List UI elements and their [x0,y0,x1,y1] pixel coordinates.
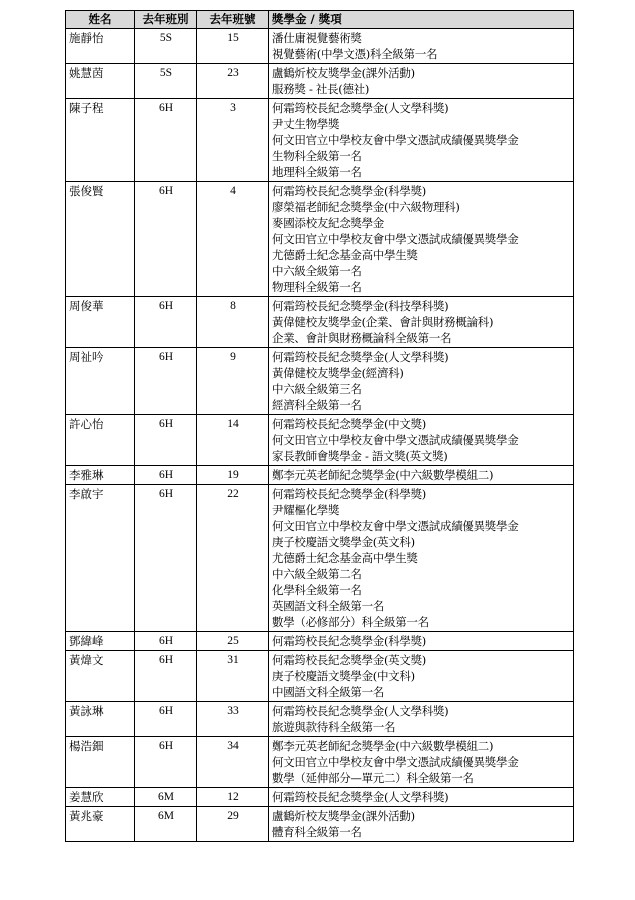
award-list [269,348,574,415]
table-row [66,485,574,632]
award-item: 何文田官立中學校友會中學文憑試成績優異獎學金 [272,232,519,246]
table-body [66,29,574,842]
award-item: 尤德爵士紀念基金高中學生獎 [272,551,418,565]
last-year-class-number: 4 [197,182,269,297]
award-item: 旅遊與款待科全級第一名 [272,720,396,734]
student-name: 施靜怡 [66,29,135,64]
award-item: 地理科全級第一名 [272,165,362,179]
last-year-class: 6H [135,182,197,297]
award-list [269,632,574,651]
student-name: 李雅琳 [66,466,135,485]
award-item: 何文田官立中學校友會中學文憑試成績優異獎學金 [272,519,519,533]
award-list [269,99,574,182]
award-item: 盧鶴炘校友獎學金(課外活動) [272,66,415,80]
award-item: 中國語文科全級第一名 [272,685,384,699]
header-awards: 獎學金 / 獎項 [269,11,574,29]
last-year-class-number: 8 [197,297,269,348]
award-item: 鄭李元英老師紀念獎學金(中六級數學模組二) [272,739,494,753]
award-item: 黃偉健校友獎學金(企業、會計與財務概論科) [272,315,494,329]
award-item: 黃偉健校友獎學金(經濟科) [272,366,404,380]
award-item: 何霜筠校長紀念獎學金(科學獎) [272,487,426,501]
table-row [66,182,574,297]
award-item: 何文田官立中學校友會中學文憑試成績優異獎學金 [272,133,519,147]
award-item: 何霜筠校長紀念獎學金(科學獎) [272,634,426,648]
award-item: 庚子校慶語文獎學金(中文科) [272,669,415,683]
last-year-class-number: 19 [197,466,269,485]
award-item: 物理科全級第一名 [272,280,362,294]
table-row [66,632,574,651]
award-item: 尹耀樞化學獎 [272,503,340,517]
award-item: 盧鶴炘校友獎學金(課外活動) [272,809,415,823]
last-year-class-number: 3 [197,99,269,182]
award-item: 麥國添校友紀念獎學金 [272,216,384,230]
table-row [66,788,574,807]
award-list [269,182,574,297]
last-year-class: 6H [135,651,197,702]
award-list [269,466,574,485]
award-item: 尤德爵士紀念基金高中學生獎 [272,248,418,262]
last-year-class-number: 15 [197,29,269,64]
table-row [66,466,574,485]
student-name: 黃兆豪 [66,807,135,842]
table-row [66,651,574,702]
last-year-class-number: 34 [197,737,269,788]
last-year-class: 6M [135,788,197,807]
student-name: 陳子程 [66,99,135,182]
table-row [66,807,574,842]
table-row [66,64,574,99]
award-item: 何霜筠校長紀念獎學金(英文獎) [272,653,426,667]
last-year-class-number: 25 [197,632,269,651]
award-list [269,297,574,348]
last-year-class: 6H [135,348,197,415]
award-list [269,807,574,842]
award-item: 生物科全級第一名 [272,149,362,163]
award-item: 尹丈生物學獎 [272,117,340,131]
last-year-class-number: 29 [197,807,269,842]
award-list [269,788,574,807]
student-name: 姜慧欣 [66,788,135,807]
last-year-class-number: 22 [197,485,269,632]
award-item: 潘仕庸視覺藝術獎 [272,31,362,45]
award-list [269,64,574,99]
award-list [269,485,574,632]
last-year-class-number: 9 [197,348,269,415]
student-name: 許心怡 [66,415,135,466]
award-item: 英國語文科全級第一名 [272,599,384,613]
student-name: 黃詠琳 [66,702,135,737]
award-item: 鄭李元英老師紀念獎學金(中六級數學模組二) [272,468,494,482]
award-list [269,737,574,788]
awards-table [65,10,574,842]
last-year-class: 6H [135,466,197,485]
award-item: 化學科全級第一名 [272,583,362,597]
last-year-class: 6H [135,702,197,737]
award-item: 何霜筠校長紀念獎學金(人文學科獎) [272,704,449,718]
student-name: 張俊賢 [66,182,135,297]
student-name: 鄧緯峰 [66,632,135,651]
table-row [66,737,574,788]
award-item: 何霜筠校長紀念獎學金(人文學科獎) [272,101,449,115]
table-row [66,99,574,182]
last-year-class: 6M [135,807,197,842]
last-year-class-number: 14 [197,415,269,466]
award-item: 中六級全級第二名 [272,567,362,581]
student-name: 周祉吟 [66,348,135,415]
award-item: 服務獎 - 社長(德社) [272,82,370,96]
award-item: 何文田官立中學校友會中學文憑試成績優異獎學金 [272,433,519,447]
last-year-class: 6H [135,632,197,651]
header-row [66,11,574,29]
award-item: 廖榮福老師紀念獎學金(中六級物理科) [272,200,460,214]
last-year-class: 6H [135,99,197,182]
table-row [66,415,574,466]
table-row [66,29,574,64]
student-name: 姚慧茵 [66,64,135,99]
award-item: 何霜筠校長紀念獎學金(中文獎) [272,417,426,431]
award-item: 何霜筠校長紀念獎學金(科學獎) [272,184,426,198]
award-item: 中六級全級第三名 [272,382,362,396]
student-name: 周俊華 [66,297,135,348]
table-row [66,297,574,348]
last-year-class: 6H [135,297,197,348]
award-list [269,651,574,702]
last-year-class: 5S [135,64,197,99]
award-item: 庚子校慶語文獎學金(英文科) [272,535,415,549]
student-name: 楊浩鈿 [66,737,135,788]
last-year-class-number: 23 [197,64,269,99]
header-class: 去年班別 [135,11,197,29]
header-name: 姓名 [66,11,135,29]
last-year-class: 6H [135,737,197,788]
header-class-number: 去年班號 [197,11,269,29]
last-year-class: 6H [135,415,197,466]
award-item: 體育科全級第一名 [272,825,362,839]
last-year-class: 6H [135,485,197,632]
award-item: 數學（必修部分）科全級第一名 [272,615,429,629]
table-row [66,348,574,415]
award-item: 何文田官立中學校友會中學文憑試成績優異獎學金 [272,755,519,769]
last-year-class: 5S [135,29,197,64]
award-item: 何霜筠校長紀念獎學金(人文學科獎) [272,790,449,804]
last-year-class-number: 33 [197,702,269,737]
last-year-class-number: 31 [197,651,269,702]
award-list [269,702,574,737]
award-item: 企業、會計與財務概論科全級第一名 [272,331,452,345]
award-item: 家長教師會獎學金 - 語文獎(英文獎) [272,449,448,463]
student-name: 李啟宇 [66,485,135,632]
award-list [269,29,574,64]
student-name: 黃煒文 [66,651,135,702]
award-item: 何霜筠校長紀念獎學金(科技學科獎) [272,299,449,313]
award-item: 視覺藝術(中學文憑)科全級第一名 [272,47,438,61]
award-item: 中六級全級第一名 [272,264,362,278]
award-item: 數學（延伸部分—單元二）科全級第一名 [272,771,474,785]
award-list [269,415,574,466]
table-row [66,702,574,737]
award-item: 經濟科全級第一名 [272,398,362,412]
last-year-class-number: 12 [197,788,269,807]
award-item: 何霜筠校長紀念獎學金(人文學科獎) [272,350,449,364]
